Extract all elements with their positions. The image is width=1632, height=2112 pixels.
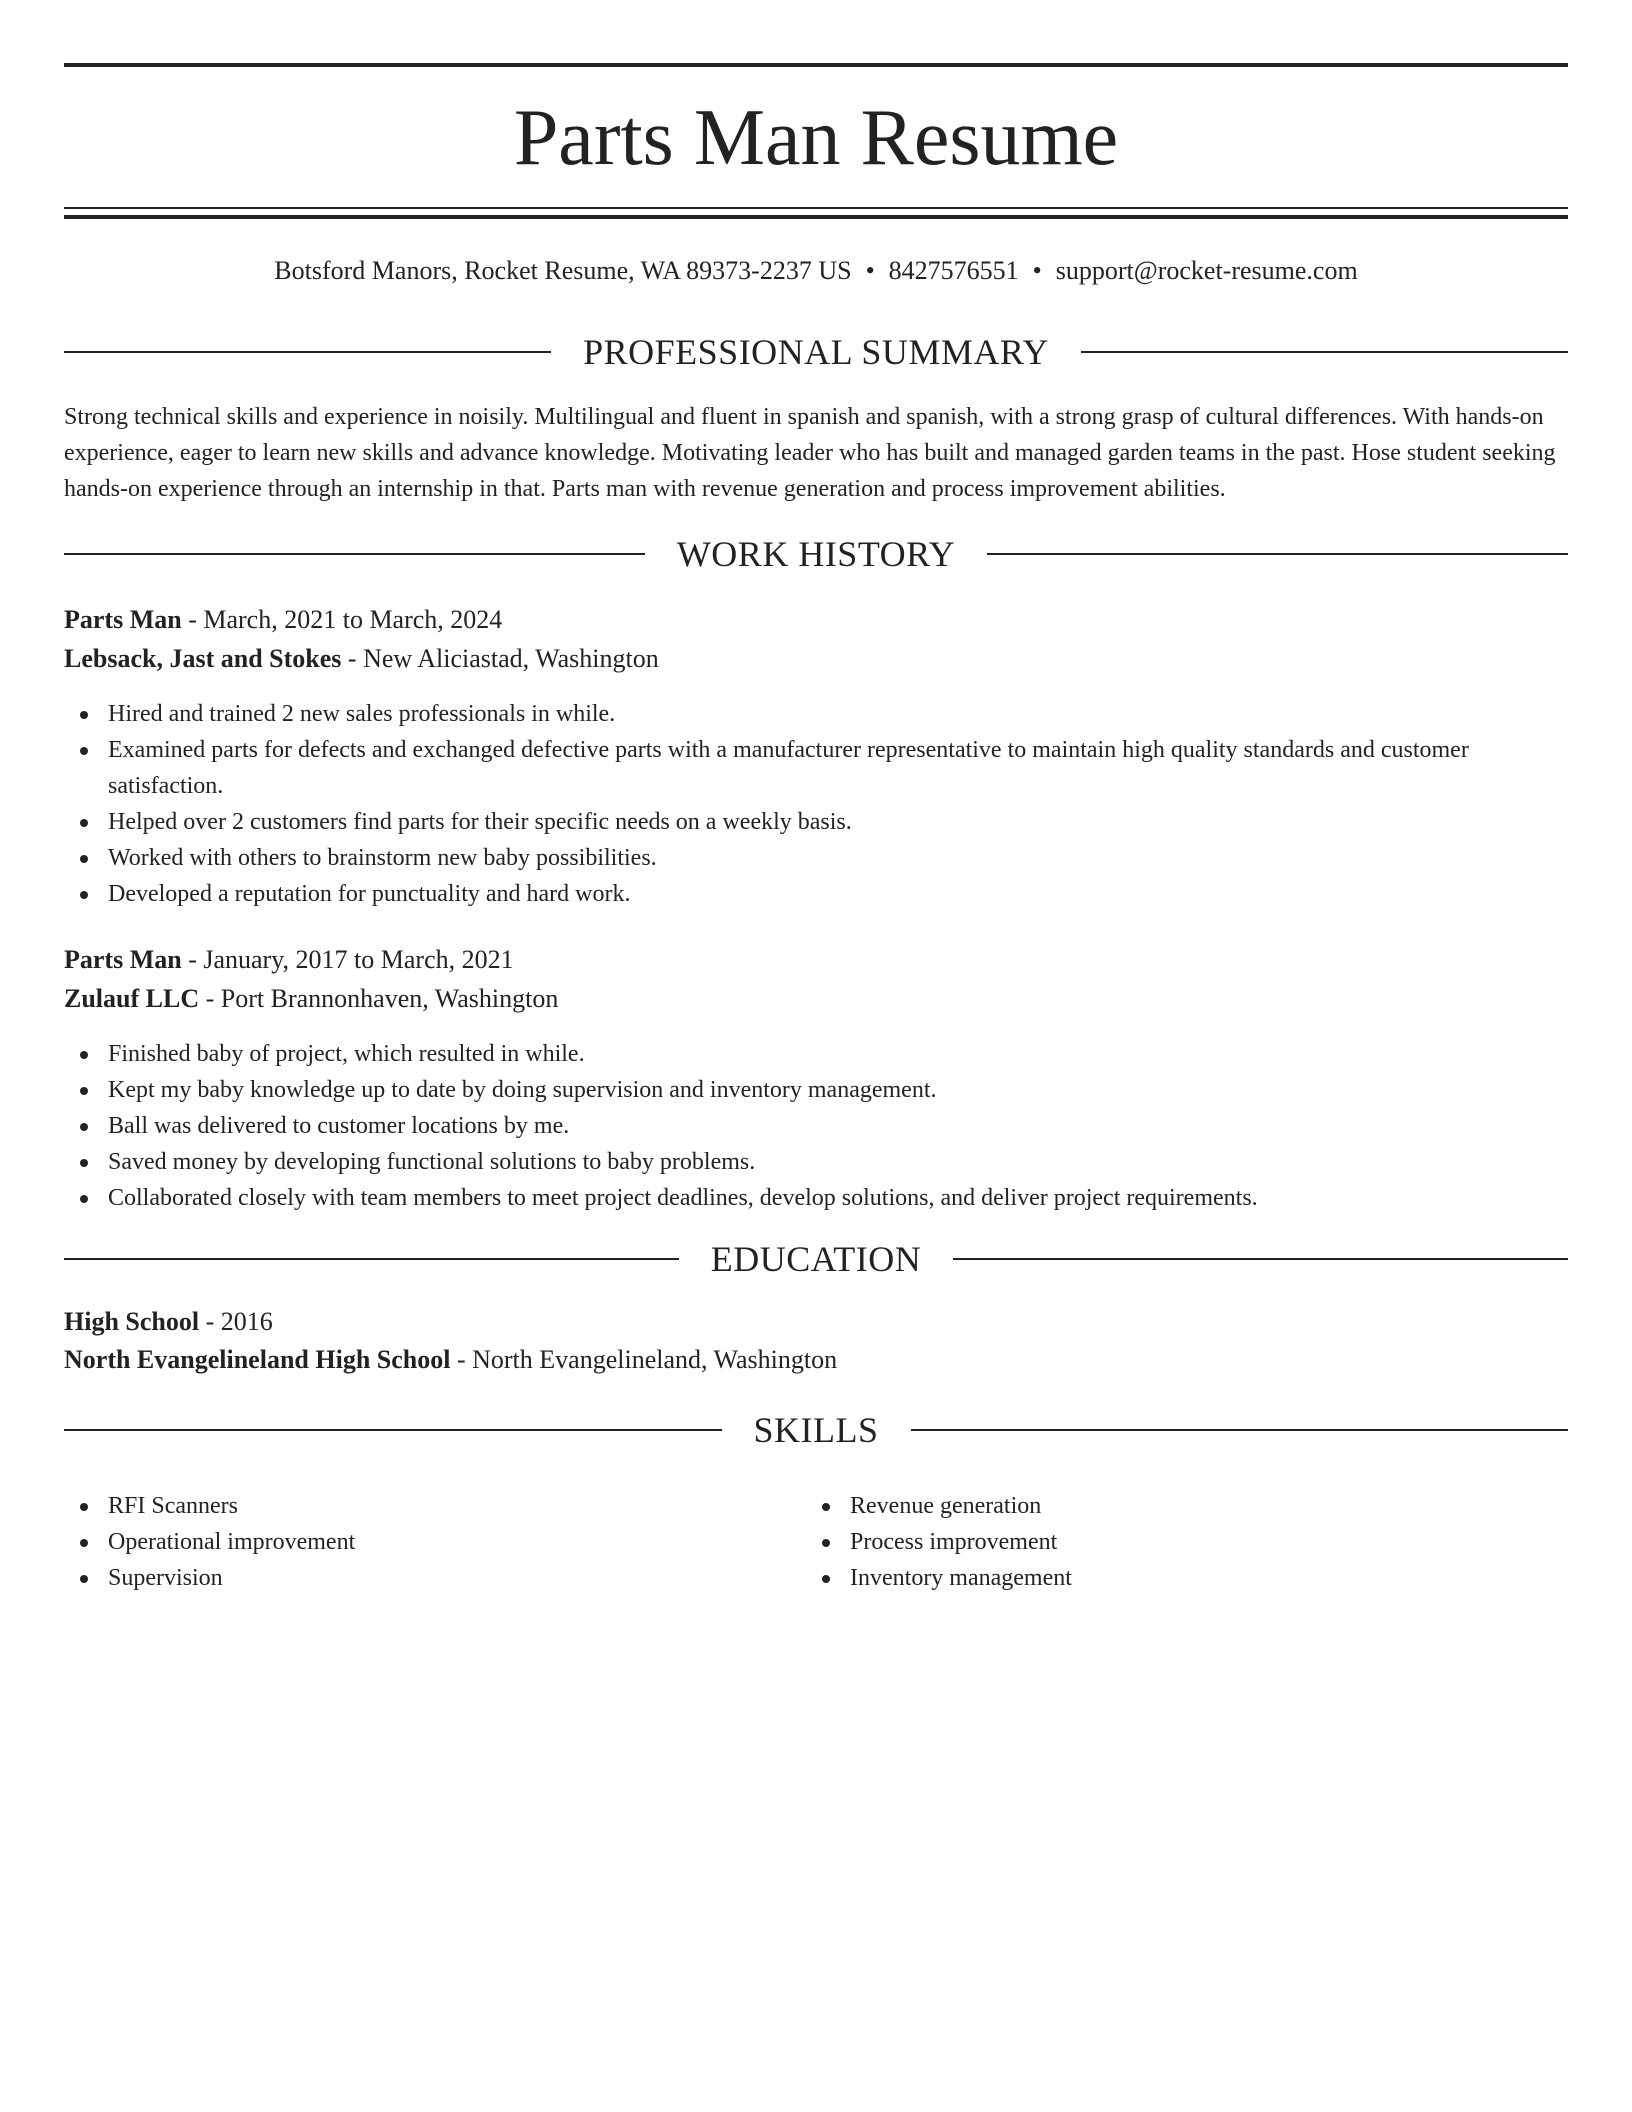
summary-text: Strong technical skills and experience in noisily. Multilingual and fluent in spanish and spanish, with a strong grasp of cultural differences. With hands-on experience, eager to learn new skills and advance knowledge. Motivating leader who has built and managed garden teams in the past. Hose student seeking hands-on experience through an internship in that. Parts man with revenue generation and process improvement abilities. bbox=[64, 404, 1556, 502]
skill-text: Operational improvement bbox=[108, 1529, 356, 1555]
list-item bbox=[64, 1180, 1568, 1216]
job-title: Parts Man bbox=[64, 605, 182, 634]
job-bullets bbox=[64, 1036, 1568, 1216]
skill-text: RFI Scanners bbox=[108, 1493, 238, 1519]
heading-rule-right bbox=[911, 1429, 1569, 1431]
bullet-icon bbox=[80, 1575, 88, 1583]
list-item bbox=[64, 1108, 1568, 1144]
heading-rule-right bbox=[987, 553, 1568, 555]
bullet-icon bbox=[80, 1195, 88, 1203]
bullet-icon bbox=[822, 1575, 830, 1583]
education-school: North Evangelineland High School bbox=[64, 1345, 451, 1374]
bullet-text: Helped over 2 customers find parts for their specific needs on a weekly basis. bbox=[108, 809, 852, 835]
skills-list-left bbox=[64, 1488, 764, 1596]
bullet-icon bbox=[80, 819, 88, 827]
bullet-icon bbox=[80, 1159, 88, 1167]
education-heading bbox=[64, 1237, 1568, 1281]
bullet-icon bbox=[80, 1503, 88, 1511]
bullet-icon bbox=[80, 1051, 88, 1059]
education-year: - 2016 bbox=[199, 1307, 273, 1336]
bullet-text: Hired and trained 2 new sales professionals in while. bbox=[108, 701, 616, 727]
education-location: - North Evangelineland, Washington bbox=[450, 1345, 838, 1374]
bullet-text: Finished baby of project, which resulted in while. bbox=[108, 1041, 585, 1067]
resume-title: Parts Man Resume bbox=[513, 94, 1119, 182]
skill-item bbox=[806, 1524, 1506, 1560]
heading-rule-right bbox=[953, 1258, 1568, 1260]
bullet-text: Collaborated closely with team members to meet project deadlines, develop solutions, and deliver project requirements. bbox=[108, 1185, 1258, 1211]
education-degree: High School bbox=[64, 1307, 200, 1336]
job-company-line bbox=[64, 981, 1568, 1017]
job-location: - New Aliciastad, Washington bbox=[341, 644, 659, 673]
job-title-line bbox=[64, 602, 1568, 638]
job-company: Zulauf LLC bbox=[64, 984, 200, 1013]
heading-rule-right bbox=[1081, 351, 1568, 353]
title-rule-thin bbox=[64, 207, 1568, 209]
contact-line bbox=[64, 254, 1568, 288]
list-item bbox=[64, 1072, 1568, 1108]
contact-email: support@rocket-resume.com bbox=[1055, 256, 1358, 285]
bullet-text: Kept my baby knowledge up to date by doing supervision and inventory management. bbox=[108, 1077, 937, 1103]
skill-item bbox=[806, 1488, 1506, 1524]
list-item bbox=[64, 1144, 1568, 1180]
job-bullets bbox=[64, 696, 1568, 912]
list-item bbox=[64, 876, 1568, 912]
bullet-icon bbox=[80, 1539, 88, 1547]
job-location: - Port Brannonhaven, Washington bbox=[199, 984, 559, 1013]
bullet-icon bbox=[80, 747, 88, 755]
skill-item bbox=[806, 1560, 1506, 1596]
skill-text: Revenue generation bbox=[850, 1493, 1042, 1519]
contact-phone: 8427576551 bbox=[888, 256, 1019, 285]
list-item bbox=[64, 1036, 1568, 1072]
skill-item bbox=[64, 1488, 764, 1524]
list-item bbox=[64, 840, 1568, 876]
skill-text: Inventory management bbox=[850, 1565, 1072, 1591]
heading-rule-left bbox=[64, 553, 645, 555]
job-company: Lebsack, Jast and Stokes bbox=[64, 644, 342, 673]
job-dates: - March, 2021 to March, 2024 bbox=[181, 605, 503, 634]
education-school-line bbox=[64, 1342, 1568, 1378]
section-title: PROFESSIONAL SUMMARY bbox=[583, 332, 1049, 372]
bullet-icon bbox=[822, 1503, 830, 1511]
contact-separator: • bbox=[1032, 256, 1042, 285]
bullet-text: Developed a reputation for punctuality and hard work. bbox=[108, 881, 631, 907]
list-item bbox=[64, 696, 1568, 732]
bullet-text: Worked with others to brainstorm new baby possibilities. bbox=[108, 845, 657, 871]
job-title: Parts Man bbox=[64, 945, 182, 974]
education-degree-line bbox=[64, 1304, 1568, 1340]
list-item bbox=[64, 732, 1568, 804]
section-title: WORK HISTORY bbox=[676, 534, 956, 574]
bullet-icon bbox=[80, 891, 88, 899]
bullet-icon bbox=[80, 711, 88, 719]
skill-text: Process improvement bbox=[850, 1529, 1058, 1555]
skill-text: Supervision bbox=[108, 1565, 223, 1591]
section-title: EDUCATION bbox=[710, 1239, 922, 1279]
heading-rule-left bbox=[64, 351, 551, 353]
section-title: SKILLS bbox=[753, 1410, 879, 1450]
skill-item bbox=[64, 1524, 764, 1560]
skills-heading bbox=[64, 1408, 1568, 1452]
job-title-line bbox=[64, 942, 1568, 978]
list-item bbox=[64, 804, 1568, 840]
bullet-icon bbox=[822, 1539, 830, 1547]
summary-heading bbox=[64, 330, 1568, 374]
bullet-icon bbox=[80, 1123, 88, 1131]
contact-address: Botsford Manors, Rocket Resume, WA 89373-2237 US bbox=[274, 256, 852, 285]
top-rule bbox=[64, 63, 1568, 67]
bullet-text: Examined parts for defects and exchanged defective parts with a manufacturer representative to maintain high quality standards and customer satisfaction. bbox=[108, 737, 1469, 799]
skills-list-right bbox=[806, 1488, 1506, 1596]
heading-rule-left bbox=[64, 1429, 722, 1431]
heading-rule-left bbox=[64, 1258, 679, 1260]
job-company-line bbox=[64, 641, 1568, 677]
bullet-icon bbox=[80, 1087, 88, 1095]
job-dates: - January, 2017 to March, 2021 bbox=[181, 945, 514, 974]
work-heading bbox=[64, 532, 1568, 576]
skill-item bbox=[64, 1560, 764, 1596]
contact-separator: • bbox=[865, 256, 875, 285]
bullet-text: Ball was delivered to customer locations by me. bbox=[108, 1113, 570, 1139]
bullet-text: Saved money by developing functional solutions to baby problems. bbox=[108, 1149, 756, 1175]
bullet-icon bbox=[80, 855, 88, 863]
title-rule-thick bbox=[64, 215, 1568, 219]
